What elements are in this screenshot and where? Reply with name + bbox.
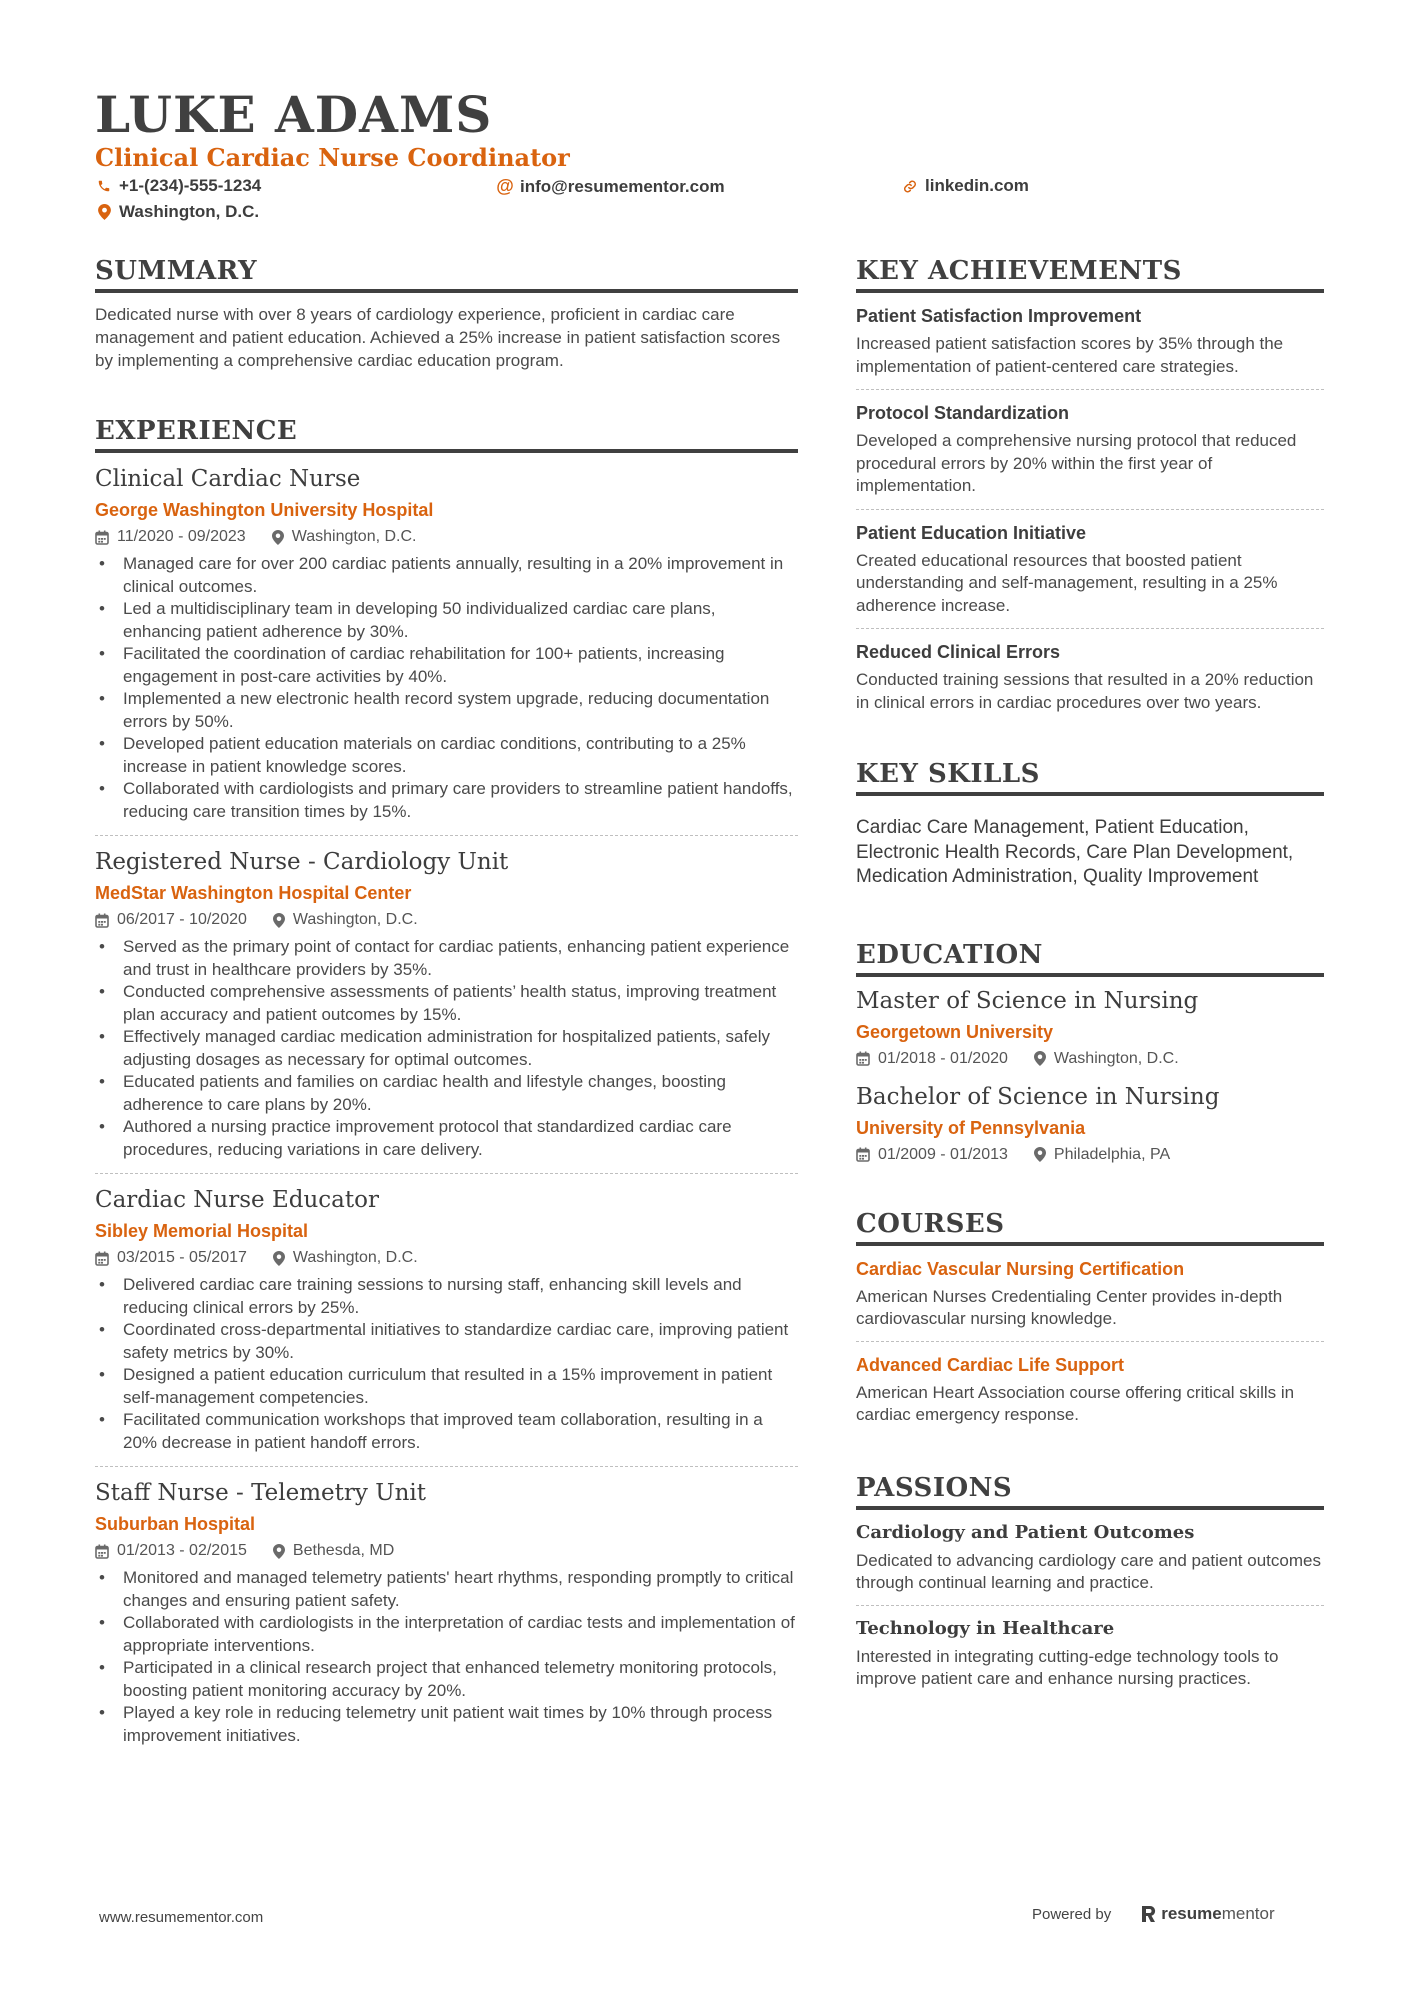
job-bullet: • Authored a nursing practice improvement protocol that standardized cardiac care procedures, reducing variations in care delivery. bbox=[95, 1116, 798, 1161]
resume-header bbox=[95, 85, 1335, 226]
job-title: Registered Nurse - Cardiology Unit bbox=[95, 849, 509, 875]
achievement-title: Reduced Clinical Errors bbox=[856, 642, 1061, 662]
calendar-icon bbox=[95, 1251, 109, 1266]
achievement-item bbox=[856, 510, 1324, 630]
courses-section bbox=[856, 1209, 1324, 1437]
right-column bbox=[856, 256, 1324, 1731]
education-section bbox=[856, 940, 1324, 1169]
date-location-row bbox=[856, 1049, 1324, 1069]
location-text: Bethesda, MD bbox=[292, 1542, 395, 1559]
phone-text: +1-(234)-555-1234 bbox=[119, 176, 262, 195]
date-text: 01/2018 - 01/2020 bbox=[878, 1049, 1008, 1067]
education-list bbox=[856, 977, 1324, 1169]
job-bullet: • Collaborated with cardiologists and primary care providers to streamline patient handoffs, reducing care transition times by 15%. bbox=[95, 778, 798, 823]
achievement-desc: Increased patient satisfaction scores by 35% through the implementation of patient-centered care strategies. bbox=[856, 334, 1284, 376]
job-entry bbox=[95, 453, 798, 836]
job-entry bbox=[95, 1174, 798, 1467]
passion-desc: Dedicated to advancing cardiology care and patient outcomes through continual learning and practice. bbox=[856, 1550, 1321, 1592]
achievement-desc: Created educational resources that boosted patient understanding and self-management, resulting in a 25% adherence increase. bbox=[856, 550, 1278, 615]
date-range bbox=[856, 1145, 1008, 1165]
job-title: Clinical Cardiac Nurse bbox=[95, 466, 361, 492]
location-pin-icon bbox=[273, 1251, 285, 1266]
job-list bbox=[95, 453, 798, 1759]
course-desc: American Heart Association course offering critical skills in cardiac emergency response. bbox=[856, 1382, 1295, 1424]
calendar-icon bbox=[856, 1051, 870, 1066]
at-sign-icon: @ bbox=[496, 176, 514, 196]
summary-text: Dedicated nurse with over 8 years of cardiology experience, proficient in cardiac care management and patient education. Achieved a 25% increase in patient satisfaction scores by implementing a comprehensive cardiac education program. bbox=[95, 305, 781, 370]
brand-light: mentor bbox=[1221, 1904, 1275, 1923]
brand-logo[interactable] bbox=[1141, 1904, 1274, 1924]
achievement-item bbox=[856, 390, 1324, 510]
calendar-icon bbox=[95, 530, 109, 545]
degree-title: Master of Science in Nursing bbox=[856, 987, 1199, 1014]
achievement-title: Patient Education Initiative bbox=[856, 522, 1087, 543]
skills-text: Cardiac Care Management, Patient Education, Electronic Health Records, Care Plan Development, Medication Administration, Quality Improvement bbox=[856, 817, 1294, 887]
date-text: 01/2013 - 02/2015 bbox=[117, 1542, 247, 1559]
date-location-row bbox=[856, 1145, 1324, 1165]
date-location-row bbox=[95, 1541, 798, 1561]
location bbox=[273, 1541, 394, 1561]
education-item bbox=[856, 1073, 1324, 1169]
location-pin-icon bbox=[273, 913, 285, 928]
course-list bbox=[856, 1246, 1324, 1437]
left-column bbox=[95, 256, 798, 1789]
course-item bbox=[856, 1342, 1324, 1437]
footer-website[interactable]: www.resumementor.com bbox=[99, 1909, 264, 1926]
achievements-heading: KEY ACHIEVEMENTS bbox=[856, 256, 1324, 293]
candidate-role: Clinical Cardiac Nurse Coordinator bbox=[95, 143, 570, 172]
date-range bbox=[95, 1541, 247, 1561]
phone-icon bbox=[97, 179, 111, 193]
location-pin-icon bbox=[97, 204, 111, 220]
passion-item bbox=[856, 1510, 1324, 1606]
summary-section bbox=[95, 256, 798, 372]
powered-by-text: Powered by bbox=[1032, 1905, 1112, 1923]
job-bullet: • Facilitated the coordination of cardiac rehabilitation for 100+ patients, increasing engagement in post-care activities by 40%. bbox=[95, 643, 798, 688]
skills-section bbox=[856, 759, 1324, 890]
location-pin-icon bbox=[272, 530, 284, 545]
footer-powered bbox=[1032, 1904, 1275, 1924]
course-title: Cardiac Vascular Nursing Certification bbox=[856, 1258, 1185, 1279]
job-company: George Washington University Hospital bbox=[95, 500, 434, 520]
job-bullet: • Collaborated with cardiologists in the interpretation of cardiac tests and implementation of appropriate interventions. bbox=[95, 1612, 798, 1657]
passions-heading: PASSIONS bbox=[856, 1473, 1324, 1510]
education-item bbox=[856, 977, 1324, 1073]
job-bullet: • Effectively managed cardiac medication administration for hospitalized patients, safely adjusting dosages as necessary for optimal outcomes. bbox=[95, 1026, 798, 1071]
date-location-row bbox=[95, 527, 798, 547]
experience-heading: EXPERIENCE bbox=[95, 416, 798, 453]
job-bullets bbox=[95, 1274, 798, 1454]
calendar-icon bbox=[95, 1544, 109, 1559]
location-text: Philadelphia, PA bbox=[1053, 1145, 1171, 1163]
link-icon bbox=[903, 179, 917, 194]
contact-phone[interactable] bbox=[97, 176, 261, 196]
contact-email[interactable] bbox=[498, 176, 725, 197]
job-company: MedStar Washington Hospital Center bbox=[95, 883, 412, 903]
job-bullet: • Coordinated cross-departmental initiatives to standardize cardiac care, improving patient safety metrics by 30%. bbox=[95, 1319, 798, 1364]
passion-list bbox=[856, 1510, 1324, 1701]
achievement-title: Patient Satisfaction Improvement bbox=[856, 306, 1142, 326]
date-range bbox=[95, 910, 247, 930]
school-name: Georgetown University bbox=[856, 1021, 1054, 1042]
passion-title: Technology in Healthcare bbox=[856, 1617, 1115, 1639]
calendar-icon bbox=[856, 1147, 870, 1162]
contact-linkedin[interactable] bbox=[903, 176, 1029, 196]
passion-title: Cardiology and Patient Outcomes bbox=[856, 1521, 1195, 1543]
job-title: Staff Nurse - Telemetry Unit bbox=[95, 1480, 426, 1506]
resumementor-logo-icon bbox=[1141, 1905, 1157, 1923]
job-bullet: • Monitored and managed telemetry patients' heart rhythms, responding promptly to critical changes and ensuring patient safety. bbox=[95, 1567, 798, 1612]
date-text: 01/2009 - 01/2013 bbox=[878, 1145, 1008, 1163]
degree-title: Bachelor of Science in Nursing bbox=[856, 1083, 1220, 1110]
job-bullet: • Implemented a new electronic health record system upgrade, reducing documentation errors by 50%. bbox=[95, 688, 798, 733]
achievements-section bbox=[856, 256, 1324, 725]
job-bullets bbox=[95, 1567, 798, 1747]
job-entry bbox=[95, 836, 798, 1174]
skills-heading: KEY SKILLS bbox=[856, 759, 1324, 796]
job-bullet: • Played a key role in reducing telemetry unit patient wait times by 10% through process improvement initiatives. bbox=[95, 1702, 798, 1747]
school-name: University of Pennsylvania bbox=[856, 1117, 1086, 1138]
date-text: 06/2017 - 10/2020 bbox=[117, 911, 247, 928]
summary-heading: SUMMARY bbox=[95, 256, 798, 293]
date-text: 03/2015 - 05/2017 bbox=[117, 1249, 247, 1266]
job-bullet: • Designed a patient education curriculum that resulted in a 15% improvement in patient self-management competencies. bbox=[95, 1364, 798, 1409]
passions-section bbox=[856, 1473, 1324, 1701]
location bbox=[273, 910, 418, 930]
job-bullets bbox=[95, 553, 798, 823]
job-bullet: • Developed patient education materials on cardiac conditions, contributing to a 25% increase in patient knowledge scores. bbox=[95, 733, 798, 778]
location bbox=[1034, 1145, 1170, 1165]
location bbox=[273, 1248, 418, 1268]
achievement-desc: Developed a comprehensive nursing protocol that reduced procedural errors by 20% within the first year of implementation. bbox=[856, 431, 1297, 495]
location bbox=[272, 527, 417, 547]
job-bullets bbox=[95, 936, 798, 1161]
date-location-row bbox=[95, 1248, 798, 1268]
location-pin-icon bbox=[1034, 1147, 1046, 1162]
job-bullet: • Led a multidisciplinary team in developing 50 individualized cardiac care plans, enhancing patient adherence by 30%. bbox=[95, 598, 798, 643]
location-pin-icon bbox=[273, 1544, 285, 1559]
location-text: Washington, D.C. bbox=[291, 528, 417, 545]
job-company: Sibley Memorial Hospital bbox=[95, 1221, 309, 1241]
job-bullet: • Delivered cardiac care training sessions to nursing staff, enhancing skill levels and reducing clinical errors by 25%. bbox=[95, 1274, 798, 1319]
experience-section bbox=[95, 416, 798, 1759]
job-bullet: • Served as the primary point of contact for cardiac patients, enhancing patient experience and trust in healthcare providers by 35%. bbox=[95, 936, 798, 981]
course-item bbox=[856, 1246, 1324, 1342]
achievement-desc: Conducted training sessions that resulted in a 20% reduction in clinical errors in cardiac procedures over two years. bbox=[856, 670, 1314, 712]
location-pin-icon bbox=[1034, 1051, 1046, 1066]
job-company: Suburban Hospital bbox=[95, 1514, 256, 1534]
candidate-name: LUKE ADAMS bbox=[95, 85, 493, 144]
brand-bold: resume bbox=[1161, 1904, 1222, 1923]
location-text: Washington, D.C. bbox=[119, 202, 260, 221]
course-title: Advanced Cardiac Life Support bbox=[856, 1354, 1125, 1375]
calendar-icon bbox=[95, 913, 109, 928]
date-range bbox=[95, 1248, 247, 1268]
contact-location bbox=[97, 202, 259, 222]
job-bullet: • Conducted comprehensive assessments of patients’ health status, improving treatment plan accuracy and patient outcomes by 15%. bbox=[95, 981, 798, 1026]
date-range bbox=[856, 1049, 1008, 1069]
achievement-title: Protocol Standardization bbox=[856, 403, 1070, 423]
achievement-list bbox=[856, 293, 1324, 725]
location-text: Washington, D.C. bbox=[292, 911, 418, 928]
date-text: 11/2020 - 09/2023 bbox=[117, 528, 246, 545]
job-entry bbox=[95, 1467, 798, 1759]
location-text: Washington, D.C. bbox=[292, 1249, 418, 1266]
email-text: info@resumementor.com bbox=[520, 176, 725, 196]
achievement-item bbox=[856, 629, 1324, 725]
course-desc: American Nurses Credentialing Center provides in-depth cardiovascular nursing knowledge. bbox=[856, 1286, 1283, 1328]
job-title: Cardiac Nurse Educator bbox=[95, 1187, 379, 1213]
passion-desc: Interested in integrating cutting-edge technology tools to improve patient care and enhance nursing practices. bbox=[856, 1646, 1279, 1688]
job-bullet: • Participated in a clinical research project that enhanced telemetry monitoring protocols, boosting patient monitoring accuracy by 20%. bbox=[95, 1657, 798, 1702]
job-bullet: • Managed care for over 200 cardiac patients annually, resulting in a 20% improvement in clinical outcomes. bbox=[95, 553, 798, 598]
date-location-row bbox=[95, 910, 798, 930]
courses-heading: COURSES bbox=[856, 1209, 1324, 1246]
achievement-item bbox=[856, 293, 1324, 390]
job-bullet: • Facilitated communication workshops that improved team collaboration, resulting in a 20% decrease in patient handoff errors. bbox=[95, 1409, 798, 1454]
linkedin-text: linkedin.com bbox=[925, 176, 1029, 195]
location bbox=[1034, 1049, 1179, 1069]
education-heading: EDUCATION bbox=[856, 940, 1324, 977]
job-bullet: • Educated patients and families on cardiac health and lifestyle changes, boosting adherence to care plans by 20%. bbox=[95, 1071, 798, 1116]
contact-info bbox=[95, 176, 1335, 226]
location-text: Washington, D.C. bbox=[1053, 1049, 1179, 1067]
date-range bbox=[95, 527, 246, 547]
passion-item bbox=[856, 1606, 1324, 1701]
